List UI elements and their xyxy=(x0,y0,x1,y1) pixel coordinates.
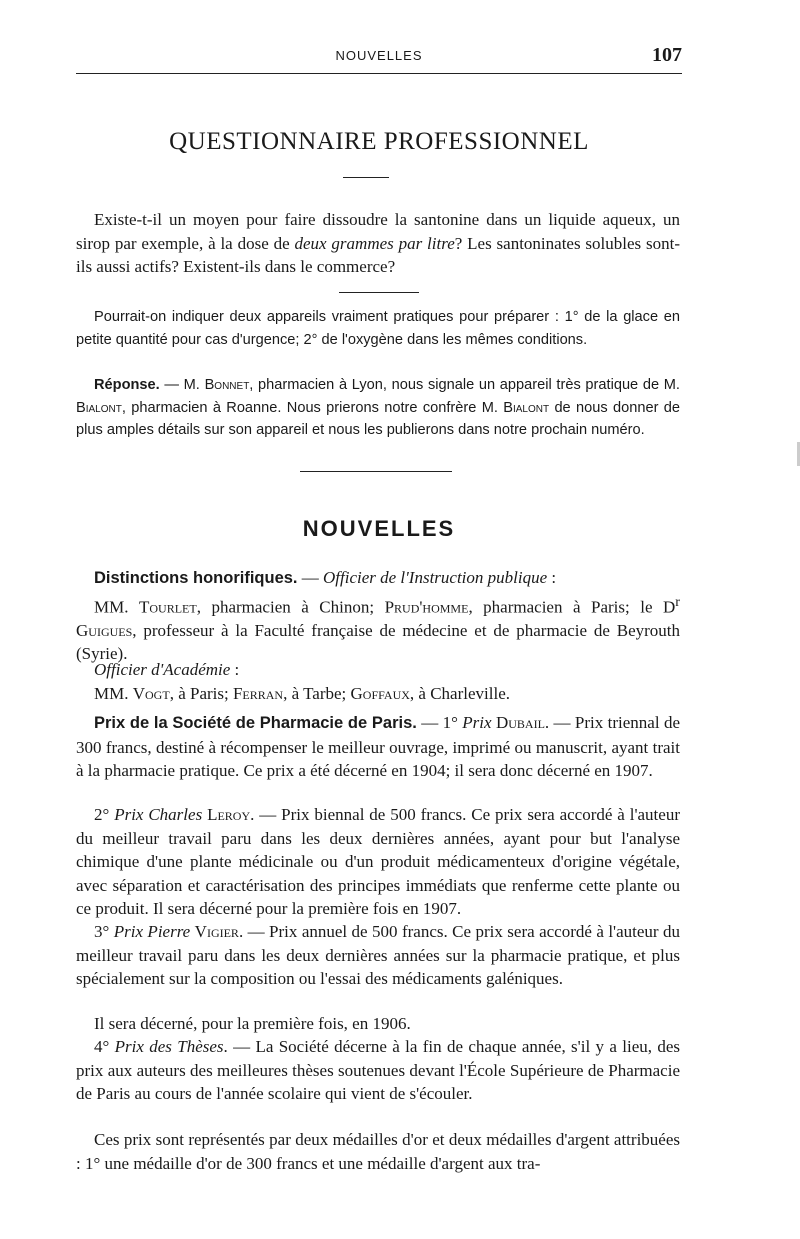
prix-4-text-b: . — La Société décerne à la fin de chaque année, s'il y a lieu, des prix aux auteurs des meilleures thèses soutenues devant l'École Supérieure de Pharmacie de Paris au cours de l'année scolaire qui vient de s'écouler. xyxy=(76,1037,680,1103)
response-name-bonnet: Bonnet xyxy=(204,377,250,393)
prix-2-label: Prix Charles xyxy=(114,805,203,824)
prix-3-name: Vigier xyxy=(194,922,239,941)
response-name-bialont-1: Bialont xyxy=(76,399,122,416)
name-ferran: Ferran xyxy=(232,683,284,703)
response-text-3: de nous donner de plus amples détails sur son appareil et nous les publierons dans notre prochain numéro. xyxy=(76,399,680,438)
question-1-emphasis: deux grammes par litre xyxy=(294,233,455,253)
academie-line-indent xyxy=(76,684,94,703)
question-separator-rule xyxy=(339,292,419,293)
prix-3-text-b: . — Prix annuel de 500 francs. Ce prix sera accordé à l'auteur du meilleur travail paru dans les deux dernières années sur la pharmacie pratique, et plus spécialement sur la composition ou l'essai des médicaments galéniques. xyxy=(76,922,681,988)
distinctions-line-indent xyxy=(76,597,94,616)
prix-1-name: Dubail xyxy=(495,713,545,732)
academie-officer: Officier d'Académie xyxy=(94,660,231,679)
question-1-text-b: ? Les santoninates solubles sont-ils aussi actifs? Existent-ils dans le commerce? xyxy=(76,233,680,276)
prix-paragraph-2 xyxy=(76,803,680,921)
distinctions-colon: : xyxy=(547,568,557,587)
distinctions-text-1b: , pharmacien à Chinon; xyxy=(196,597,385,617)
academie-colon: : xyxy=(230,660,240,679)
nouvelles-title: NOUVELLES xyxy=(302,516,456,541)
name-prudhomme: Prud'homme xyxy=(384,597,469,617)
prix-paragraph-5: Ces prix sont représentés par deux médailles d'or et deux médailles d'argent attribuées : 1° une médaille d'or de 300 francs et une médaille d'argent aux tra- xyxy=(76,1130,680,1173)
questionnaire-title: QUESTIONNAIRE PROFESSIONNEL xyxy=(169,128,589,155)
title-short-rule xyxy=(343,177,389,178)
header-rule xyxy=(76,73,682,74)
response-name-bialont-2: Bialont xyxy=(503,399,550,416)
distinctions-indent xyxy=(76,568,94,587)
response-label: Réponse. xyxy=(94,377,160,393)
distinctions-text-1a: MM. xyxy=(94,597,139,617)
distinctions-officer-instruction: Officier de l'Instruction publique xyxy=(323,568,548,587)
name-guigues: Guigues xyxy=(76,620,133,640)
academie-text-d: , à Charleville. xyxy=(409,683,510,703)
prix-heading: Prix de la Société de Pharmacie de Paris. xyxy=(94,714,417,732)
prix-1-label: Prix xyxy=(462,713,492,732)
prix-2-name: Leroy xyxy=(207,805,251,824)
prix-3-text-a: 3° xyxy=(94,922,114,941)
name-vogt: Vogt xyxy=(132,683,170,703)
prix-2-text-b: . — Prix biennal de 500 francs. Ce prix sera accordé à l'auteur du meilleur travail paru dans les deux dernières années, ayant pour but l'analyse chimique d'une plante médicinale ou d'un produit médicamenteux d'origine végétale, avec séparation et caractérisation des principes immédiats que renferme cette plante ou ce produit. Il sera décerné pour la première fois en 1907. xyxy=(76,805,680,918)
running-head xyxy=(76,46,682,72)
response-text-dash: — M. xyxy=(159,377,205,393)
name-tourlet: Tourlet xyxy=(138,597,197,617)
prix-4-text-a: 4° xyxy=(94,1037,115,1056)
question-2: Pourrait-on indiquer deux appareils vraiment pratiques pour préparer : 1° de la glace en petite quantité pour cas d'urgence; 2° de l'oxygène dans les mêmes conditions. xyxy=(76,309,680,348)
prix-paragraph-1 xyxy=(76,711,680,783)
prix-paragraph-4 xyxy=(76,1035,680,1106)
prix-1-text-b: . — Prix triennal de 300 francs, destiné à récompenser le meilleur ouvrage, imprimé ou manuscrit, ayant trait à la pharmacie pratique. Ce prix a été décerné en 1904; il sera donc décerné en 1907. xyxy=(76,713,681,780)
academie-text-c: , à Tarbe; xyxy=(283,683,351,703)
prix-2-text-a: 2° xyxy=(94,805,115,824)
question-1 xyxy=(76,208,680,279)
academie-paragraph xyxy=(76,658,680,705)
response-text-1: , pharmacien à Lyon, nous signale un appareil très pratique de M. xyxy=(249,377,680,393)
prix-4-label: Prix des Thèses xyxy=(114,1037,224,1056)
prix-paragraph-3-date: Il sera décerné, pour la première fois, en 1906. xyxy=(94,1014,411,1033)
distinctions-dr-sup: r xyxy=(675,593,681,610)
distinctions-dash: — xyxy=(297,568,324,587)
distinctions-text-1e: , professeur à la Faculté française de médecine et de pharmacie de Beyrouth (Syrie). xyxy=(76,620,680,664)
prix-3-label: Prix Pierre xyxy=(113,922,191,941)
distinctions-text-1c: , pharmacien à Paris; le D xyxy=(468,597,676,617)
prix-1-text-a: — 1° xyxy=(416,713,463,732)
academie-text-b: , à Paris; xyxy=(169,683,233,703)
response-paragraph xyxy=(76,374,680,442)
distinctions-paragraph xyxy=(76,566,680,666)
page-number: 107 xyxy=(652,44,682,66)
prix-paragraph-3 xyxy=(76,920,680,991)
section-separator-rule xyxy=(300,471,452,472)
question-1-text-a: Existe-t-il un moyen pour faire dissoudre la santonine dans un liquide aqueux, un sirop par exemple, à la dose de xyxy=(76,210,680,253)
academie-indent xyxy=(76,660,94,679)
running-head-title: NOUVELLES xyxy=(335,48,423,63)
response-text-2: , pharmacien à Roanne. Nous prierons notre confrère M. xyxy=(121,399,504,416)
distinctions-heading: Distinctions honorifiques. xyxy=(94,569,298,587)
name-goffaux: Goffaux xyxy=(350,683,410,703)
academie-text-a: MM. xyxy=(94,683,133,703)
